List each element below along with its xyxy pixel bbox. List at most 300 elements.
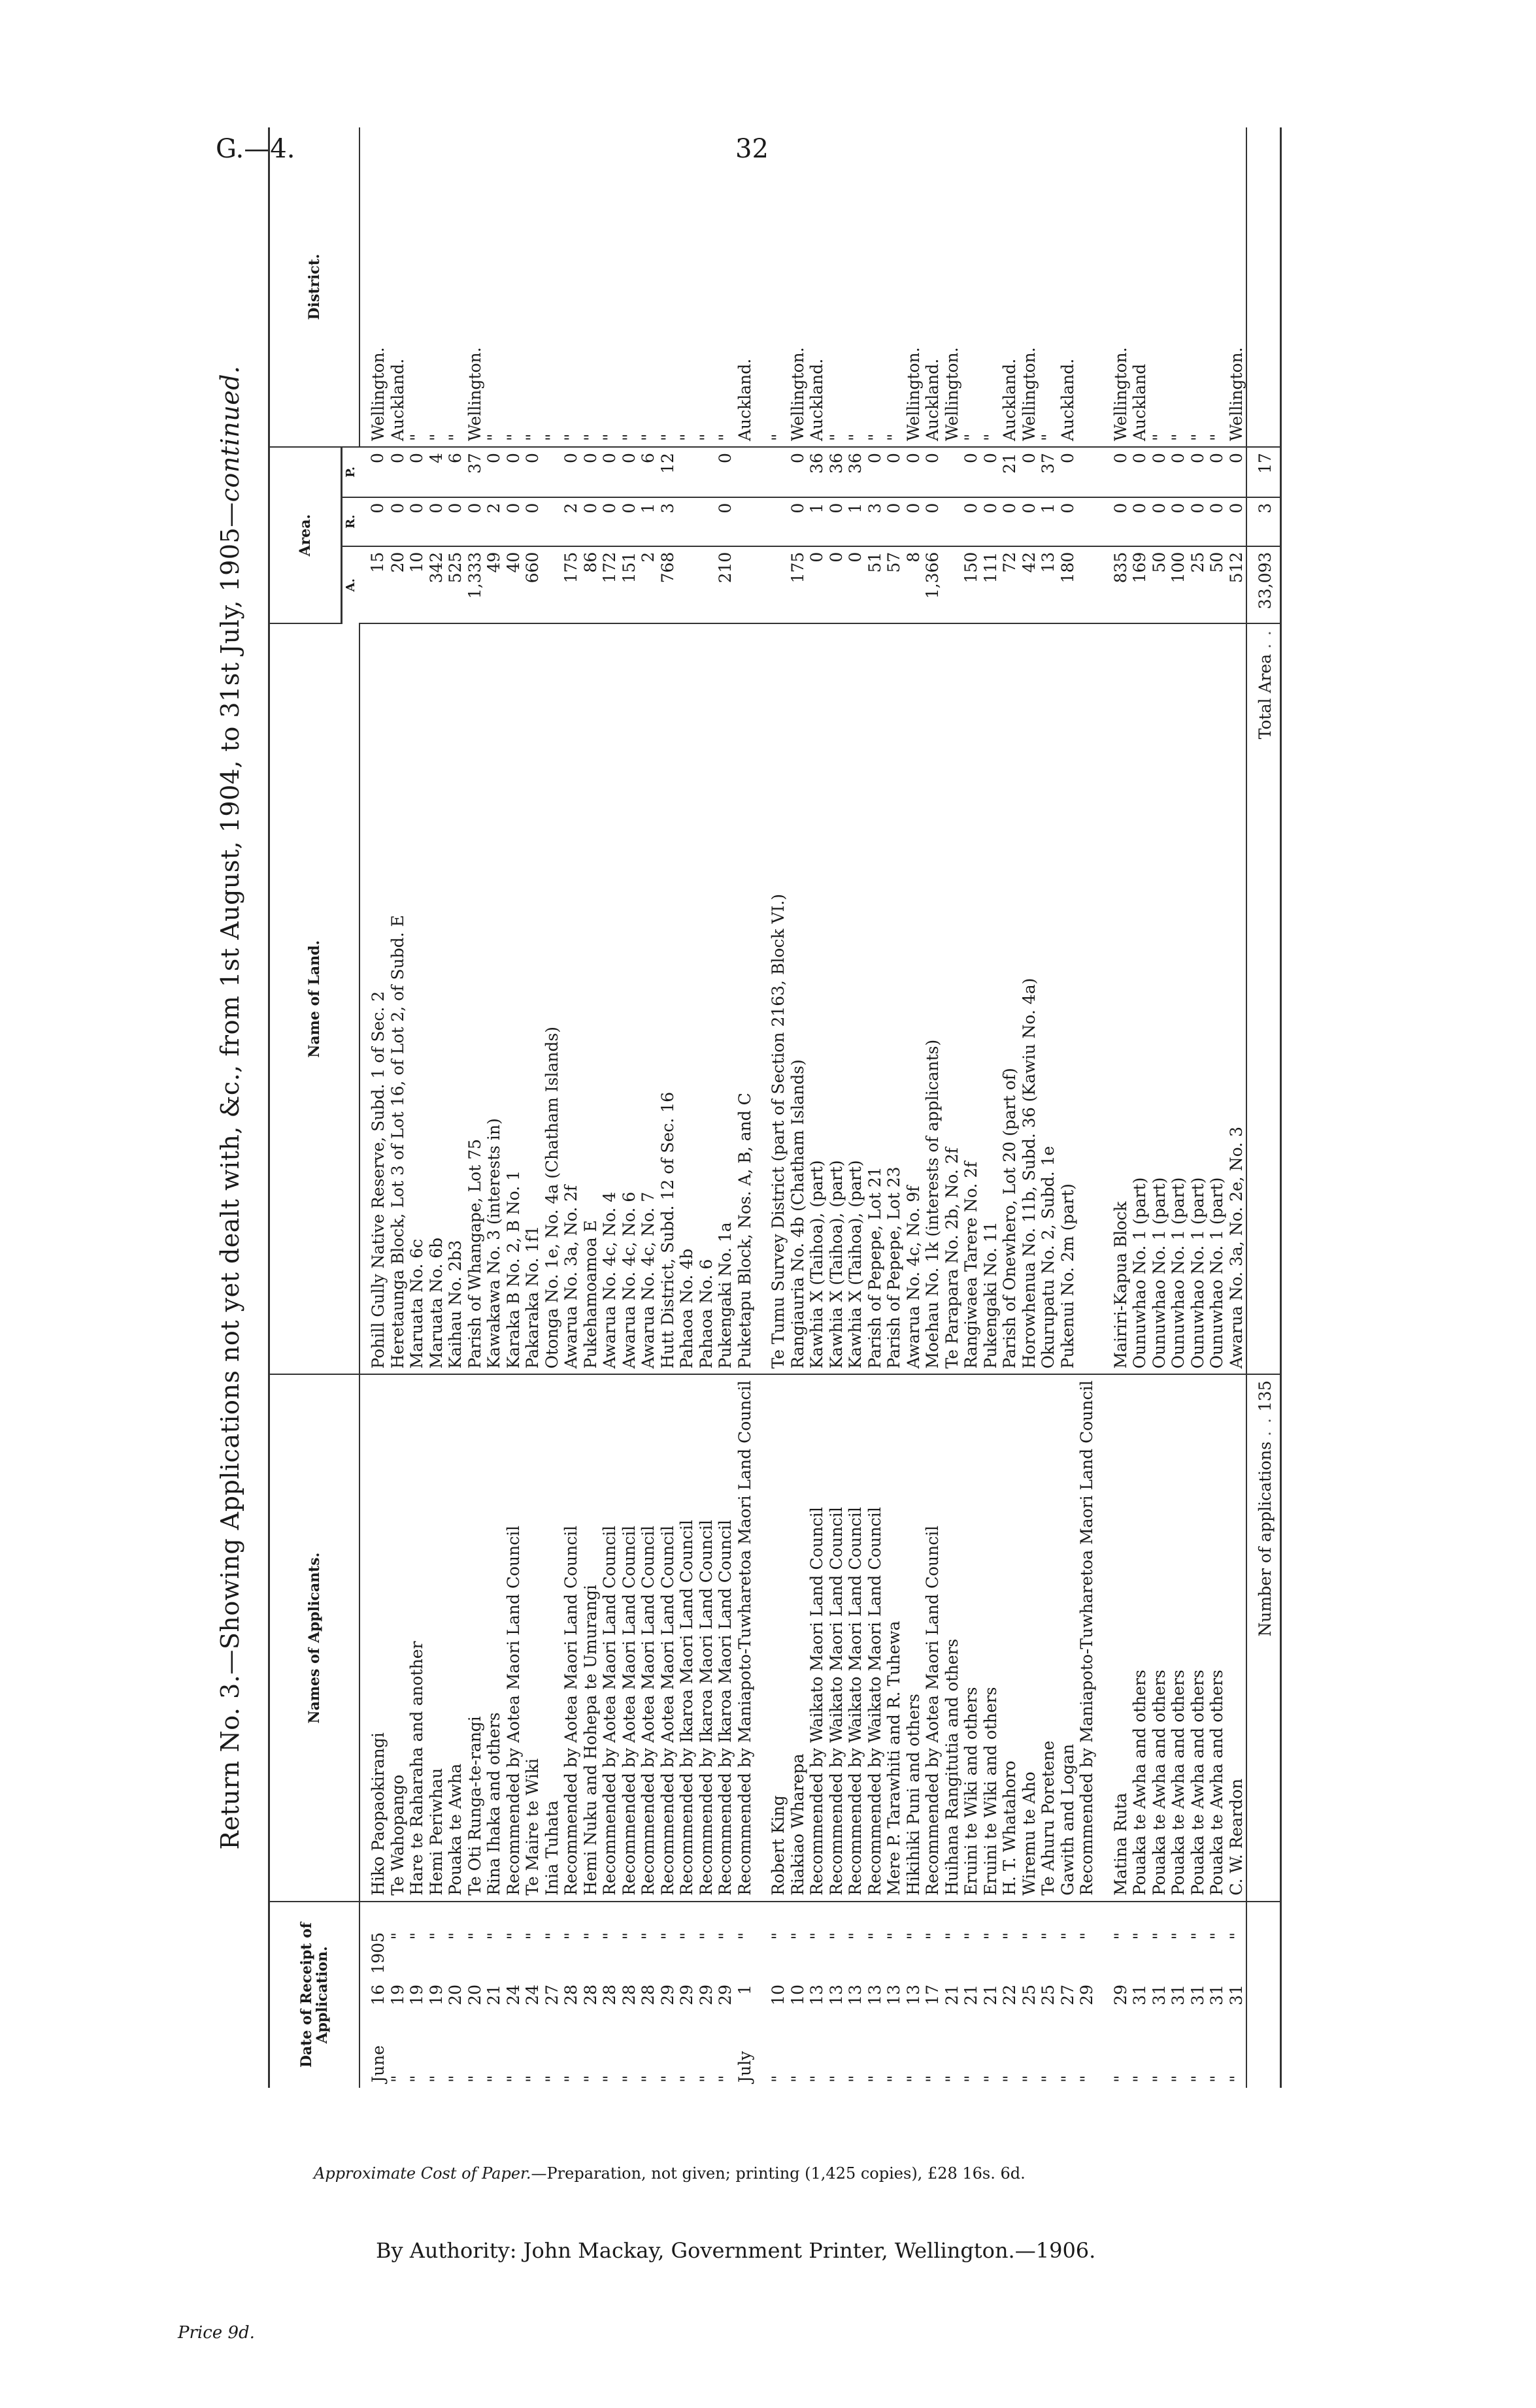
- acres-cell: 111: [981, 546, 1001, 623]
- date-cell: [884, 1902, 904, 2088]
- land-cell: Pukengaki No. 11: [981, 623, 1001, 1374]
- date-month: ": [600, 2075, 619, 2083]
- district-cell: ": [677, 127, 697, 447]
- date-day: 13: [903, 1985, 923, 2005]
- date-cell: [600, 1902, 620, 2088]
- table-title-continued: continued.: [216, 365, 244, 503]
- date-cell: [1020, 1902, 1039, 2088]
- date-day: 29: [1077, 1985, 1096, 2005]
- land-cell: Pukenui No. 2m (part): [1058, 623, 1078, 1374]
- roods-cell: 3: [658, 497, 678, 546]
- table-row: [1150, 127, 1169, 2088]
- district-cell: ": [639, 127, 658, 447]
- table-row: [788, 127, 808, 2088]
- date-cell: [561, 1902, 581, 2088]
- district-cell: ": [697, 127, 716, 447]
- land-cell: Parish of Onewhero, Lot 20 (part of): [1000, 623, 1020, 1374]
- date-year: ": [580, 1932, 600, 1940]
- applicant-cell: Recommended by Ikaroa Maori Land Council: [716, 1375, 735, 1902]
- table-row: [561, 127, 581, 2088]
- date-cell: [407, 1902, 427, 2088]
- date-day: 27: [542, 1985, 561, 2005]
- roods-cell: 0: [581, 497, 601, 546]
- date-year: 1905: [369, 1932, 388, 1974]
- authority-line: By Authority: John Mackay, Government Printer, Wellington.—1906.: [376, 2238, 1096, 2263]
- date-day: 28: [639, 1985, 658, 2005]
- roods-cell: 0: [716, 497, 735, 546]
- land-cell: Ounuwhao No. 1 (part): [1130, 623, 1150, 1374]
- table-row: [1000, 127, 1020, 2088]
- date-month: ": [658, 2075, 677, 2083]
- roods-cell: 0: [961, 497, 981, 546]
- district-cell: ": [1188, 127, 1208, 447]
- date-day: 20: [446, 1985, 465, 2005]
- district-cell: ": [484, 127, 504, 447]
- date-day: 17: [923, 1985, 942, 2005]
- land-cell: Maruata No. 6b: [427, 623, 446, 1374]
- header-land: Name of Land.: [269, 623, 360, 1374]
- date-cell: [581, 1902, 601, 2088]
- acres-cell: 86: [581, 546, 601, 623]
- table-row: [904, 127, 924, 2088]
- date-cell: [1207, 1902, 1227, 2088]
- district-cell: ": [846, 127, 865, 447]
- land-cell: Parish of Pepepe, Lot 23: [884, 623, 904, 1374]
- table-row: [504, 127, 524, 2088]
- land-cell: Awarua No. 4c, No. 6: [620, 623, 639, 1374]
- applications-total: 135: [1256, 1380, 1275, 1412]
- applicant-cell: Eruini te Wiki and others: [961, 1375, 981, 1902]
- date-month: ": [788, 2075, 807, 2083]
- date-day: 31: [1207, 1985, 1226, 2005]
- district-cell: ": [1039, 127, 1058, 447]
- date-month: ": [1226, 2075, 1246, 2083]
- date-cell: [1188, 1902, 1208, 2088]
- district-cell: ": [600, 127, 620, 447]
- applicant-cell: Recommended by Aotea Maori Land Council: [923, 1375, 943, 1902]
- roods-cell: 0: [1058, 497, 1078, 546]
- perches-cell: 0: [1058, 447, 1078, 497]
- applicant-cell: Pouaka te Awha and others: [1169, 1375, 1188, 1902]
- date-day: 22: [1000, 1985, 1019, 2005]
- applicant-cell: Recommended by Ikaroa Maori Land Council: [677, 1375, 697, 1902]
- acres-cell: 50: [1207, 546, 1227, 623]
- applications-table: [268, 127, 1282, 2088]
- roods-cell: 1: [1039, 497, 1058, 546]
- date-month: ": [388, 2075, 407, 2083]
- date-day: 24: [503, 1985, 523, 2005]
- date-day: 10: [788, 1985, 807, 2005]
- applicant-cell: Rina Ihaka and others: [484, 1375, 504, 1902]
- district-cell: ": [561, 127, 581, 447]
- date-month: ": [696, 2075, 716, 2083]
- land-cell: Awarua No. 4c, No. 9f: [904, 623, 924, 1374]
- district-cell: Auckland.: [735, 127, 755, 447]
- land-cell: Horowhenua No. 11b, Subd. 36 (Kawiu No. 4a): [1020, 623, 1039, 1374]
- date-year: ": [1149, 1932, 1169, 1940]
- date-year: ": [884, 1932, 903, 1940]
- table-row: [961, 127, 981, 2088]
- applicant-cell: Recommended by Waikato Maori Land Council: [827, 1375, 846, 1902]
- date-day: 28: [561, 1985, 580, 2005]
- table-row: [1020, 127, 1039, 2088]
- date-month: June: [369, 2045, 388, 2083]
- applicant-cell: Riakiao Wharepa: [788, 1375, 808, 1902]
- cost-note: [314, 2164, 1026, 2183]
- roods-cell: 3: [865, 497, 885, 546]
- applicant-cell: Hemi Periwhau: [427, 1375, 446, 1902]
- acres-cell: [543, 546, 562, 623]
- district-cell: Wellington.: [943, 127, 962, 447]
- district-cell: ": [446, 127, 465, 447]
- date-cell: [620, 1902, 639, 2088]
- table-row: [658, 127, 678, 2088]
- district-cell: Auckland: [1130, 127, 1150, 447]
- roods-cell: [697, 497, 716, 546]
- acres-cell: 8: [904, 546, 924, 623]
- total-area-label: Total Area . .: [1246, 623, 1280, 1374]
- date-year: ": [696, 1932, 716, 1940]
- acres-cell: 150: [961, 546, 981, 623]
- date-month: ": [561, 2075, 580, 2083]
- date-year: ": [903, 1932, 923, 1940]
- date-month: ": [1110, 2075, 1130, 2083]
- cost-note-text: —Preparation, not given; printing (1,425 copies), £28 16s. 6d.: [531, 2164, 1026, 2183]
- date-day: 13: [884, 1985, 903, 2005]
- land-cell: Awarua No. 4c, No. 7: [639, 623, 658, 1374]
- acres-cell: 51: [865, 546, 885, 623]
- date-year: ": [1188, 1932, 1207, 1940]
- date-day: 27: [1058, 1985, 1077, 2005]
- applicant-cell: Pouaka te Awha and others: [1130, 1375, 1150, 1902]
- date-year: ": [1226, 1932, 1246, 1940]
- date-month: ": [465, 2075, 484, 2083]
- applicant-cell: Recommended by Aotea Maori Land Council: [658, 1375, 678, 1902]
- land-cell: Pukehamoamoa E: [581, 623, 601, 1374]
- district-cell: Wellington.: [465, 127, 485, 447]
- acres-cell: 10: [407, 546, 427, 623]
- date-cell: [677, 1902, 697, 2088]
- applicant-cell: Gawith and Logan: [1058, 1375, 1078, 1902]
- applicant-cell: Recommended by Aotea Maori Land Council: [620, 1375, 639, 1902]
- applicant-cell: Pouaka te Awha and others: [1207, 1375, 1227, 1902]
- roods-cell: 0: [427, 497, 446, 546]
- date-year: ": [426, 1932, 446, 1940]
- table-row: [923, 127, 943, 2088]
- date-cell: [543, 1902, 562, 2088]
- date-cell: [1077, 1902, 1097, 2088]
- date-year: ": [446, 1932, 465, 1940]
- date-year: ": [639, 1932, 658, 1940]
- perches-cell: 0: [504, 447, 524, 497]
- acres-cell: [769, 546, 788, 623]
- land-cell: Ounuwhao No. 1 (part): [1169, 623, 1188, 1374]
- date-cell: [697, 1902, 716, 2088]
- date-day: 25: [1019, 1985, 1039, 2005]
- date-month: ": [426, 2075, 446, 2083]
- table-row: [1077, 127, 1097, 2088]
- acres-cell: [697, 546, 716, 623]
- perches-cell: [943, 447, 962, 497]
- land-cell: Pohill Gully Native Reserve, Subd. 1 of Sec. 2: [359, 623, 388, 1374]
- applicant-cell: Recommended by Aotea Maori Land Council: [561, 1375, 581, 1902]
- date-year: ": [388, 1932, 407, 1940]
- roods-cell: [735, 497, 755, 546]
- date-year: ": [542, 1932, 561, 1940]
- perches-cell: 0: [961, 447, 981, 497]
- table-row: [1058, 127, 1078, 2088]
- date-year: ": [465, 1932, 484, 1940]
- land-cell: Awarua No. 3a, No. 2f: [561, 623, 581, 1374]
- date-day: 24: [523, 1985, 542, 2005]
- date-month: ": [942, 2075, 961, 2083]
- date-year: ": [1169, 1932, 1188, 1940]
- date-month: July: [735, 2051, 754, 2083]
- roods-cell: 0: [1111, 497, 1131, 546]
- district-cell: Wellington.: [359, 127, 388, 447]
- date-cell: [961, 1902, 981, 2088]
- applicant-cell: Eruini te Wiki and others: [981, 1375, 1001, 1902]
- perches-cell: 0: [1130, 447, 1150, 497]
- date-day: 25: [1039, 1985, 1058, 2005]
- date-year: ": [716, 1932, 735, 1940]
- roods-cell: 0: [884, 497, 904, 546]
- land-cell: Te Tumu Survey District (part of Section 2163, Block VI.): [769, 623, 788, 1374]
- land-cell: Awarua No. 3a, No. 2e, No. 3: [1227, 623, 1247, 1374]
- table-row: [769, 127, 788, 2088]
- header-area: Area.: [269, 447, 342, 623]
- land-cell: Pukengaki No. 1a: [716, 623, 735, 1374]
- perches-cell: [769, 447, 788, 497]
- district-cell: Auckland.: [807, 127, 827, 447]
- table-row: [865, 127, 885, 2088]
- roods-cell: 0: [1150, 497, 1169, 546]
- perches-cell: 0: [884, 447, 904, 497]
- date-day: 19: [426, 1985, 446, 2005]
- table-row: [807, 127, 827, 2088]
- date-month: ": [484, 2075, 503, 2083]
- date-year: ": [484, 1932, 503, 1940]
- land-cell: Heretaunga Block, Lot 3 of Lot 16, of Lot 2, of Subd. E: [388, 623, 408, 1374]
- perches-cell: 36: [807, 447, 827, 497]
- date-cell: [658, 1902, 678, 2088]
- district-cell: ": [769, 127, 788, 447]
- district-cell: Wellington.: [788, 127, 808, 447]
- applicant-cell: Recommended by Waikato Maori Land Council: [865, 1375, 885, 1902]
- applicant-cell: Pouaka te Awha and others: [1188, 1375, 1208, 1902]
- perches-cell: 0: [788, 447, 808, 497]
- land-cell: Hutt District, Subd. 12 of Sec. 16: [658, 623, 678, 1374]
- roods-cell: 0: [1207, 497, 1227, 546]
- acres-cell: 0: [807, 546, 827, 623]
- date-month: ": [1077, 2075, 1096, 2083]
- table-row: [716, 127, 735, 2088]
- date-month: ": [677, 2075, 696, 2083]
- header-perches: P.: [342, 447, 360, 497]
- roods-cell: 0: [923, 497, 943, 546]
- applicant-cell: Hare te Raharaha and another: [407, 1375, 427, 1902]
- date-month: ": [716, 2075, 735, 2083]
- acres-cell: 525: [446, 546, 465, 623]
- date-day: 16: [369, 1985, 388, 2005]
- page-number: 32: [735, 134, 769, 164]
- date-day: 10: [769, 1985, 788, 2005]
- date-month: ": [639, 2075, 658, 2083]
- date-cell: [769, 1902, 788, 2088]
- date-cell: [1130, 1902, 1150, 2088]
- district-cell: ": [407, 127, 427, 447]
- land-cell: Ounuwhao No. 1 (part): [1207, 623, 1227, 1374]
- land-cell: Parish of Whangape, Lot 75: [465, 623, 485, 1374]
- acres-cell: 1,333: [465, 546, 485, 623]
- perches-cell: 36: [846, 447, 865, 497]
- roods-cell: 1: [639, 497, 658, 546]
- date-day: 31: [1226, 1985, 1246, 2005]
- land-cell: Moehau No. 1k (interests of applicants): [923, 623, 943, 1374]
- date-cell: [827, 1902, 846, 2088]
- table-row: [827, 127, 846, 2088]
- date-day: 21: [942, 1985, 961, 2005]
- perches-cell: [735, 447, 755, 497]
- table-row: [407, 127, 427, 2088]
- perches-cell: 0: [388, 447, 408, 497]
- perches-cell: 0: [561, 447, 581, 497]
- table-row: [1130, 127, 1150, 2088]
- date-month: ": [580, 2075, 600, 2083]
- perches-cell: 0: [1207, 447, 1227, 497]
- price: Price 9d.: [178, 2323, 255, 2343]
- date-cell: [807, 1902, 827, 2088]
- header-roods: R.: [342, 497, 360, 546]
- table-row: [1111, 127, 1131, 2088]
- land-cell: Pakaraka No. 1f1: [523, 623, 543, 1374]
- date-year: ": [1110, 1932, 1130, 1940]
- land-cell: Kaihau No. 2b3: [446, 623, 465, 1374]
- date-cell: [904, 1902, 924, 2088]
- table-row: [1039, 127, 1058, 2088]
- roods-cell: 0: [981, 497, 1001, 546]
- perches-cell: 37: [1039, 447, 1058, 497]
- district-cell: ": [1207, 127, 1227, 447]
- perches-cell: 0: [581, 447, 601, 497]
- date-cell: [865, 1902, 885, 2088]
- date-month: ": [523, 2075, 542, 2083]
- acres-cell: 49: [484, 546, 504, 623]
- date-month: ": [884, 2075, 903, 2083]
- applicant-cell: Pouaka te Awha and others: [1150, 1375, 1169, 1902]
- total-perches: 17: [1246, 447, 1280, 497]
- perches-cell: 0: [904, 447, 924, 497]
- land-cell: Kawhia X (Taihoa), (part): [846, 623, 865, 1374]
- district-cell: ": [427, 127, 446, 447]
- applicant-cell: Te Ahuru Poretene: [1039, 1375, 1058, 1902]
- roods-cell: 0: [523, 497, 543, 546]
- date-day: 19: [407, 1985, 426, 2005]
- perches-cell: 0: [620, 447, 639, 497]
- date-cell: [427, 1902, 446, 2088]
- date-month: ": [903, 2075, 923, 2083]
- applicant-cell: Recommended by Aotea Maori Land Council: [504, 1375, 524, 1902]
- date-month: ": [923, 2075, 942, 2083]
- applicant-cell: Pouaka te Awha: [446, 1375, 465, 1902]
- land-cell: Maruata No. 6c: [407, 623, 427, 1374]
- applicant-cell: Hemi Nuku and Hohepa te Umurangi: [581, 1375, 601, 1902]
- land-cell: Otonga No. 1e, No. 4a (Chatham Islands): [543, 623, 562, 1374]
- date-day: 13: [865, 1985, 884, 2005]
- perches-cell: [1077, 447, 1097, 497]
- acres-cell: 172: [600, 546, 620, 623]
- date-month: ": [1039, 2075, 1058, 2083]
- date-month: ": [826, 2075, 846, 2083]
- date-year: ": [561, 1932, 580, 1940]
- date-day: 31: [1130, 1985, 1149, 2005]
- table-row: [446, 127, 465, 2088]
- date-year: ": [980, 1932, 1000, 1940]
- perches-cell: 0: [1020, 447, 1039, 497]
- perches-cell: 0: [1169, 447, 1188, 497]
- applicant-cell: Hiko Paopaokirangi: [359, 1375, 388, 1902]
- date-day: 20: [465, 1985, 484, 2005]
- date-day: 13: [846, 1985, 865, 2005]
- district-cell: [1077, 127, 1097, 447]
- date-month: ": [1207, 2075, 1226, 2083]
- date-month: ": [1058, 2075, 1077, 2083]
- header-district: District.: [269, 127, 360, 447]
- date-year: ": [826, 1932, 846, 1940]
- date-day: 31: [1188, 1985, 1207, 2005]
- roods-cell: [543, 497, 562, 546]
- table-row: [581, 127, 601, 2088]
- district-cell: ": [543, 127, 562, 447]
- date-cell: [716, 1902, 735, 2088]
- table-row: [465, 127, 485, 2088]
- date-day: 13: [826, 1985, 846, 2005]
- date-cell: [446, 1902, 465, 2088]
- total-acres: 33,093: [1246, 546, 1280, 623]
- perches-cell: 0: [716, 447, 735, 497]
- header-date: Date of Receipt of Application.: [269, 1902, 360, 2088]
- roods-cell: [769, 497, 788, 546]
- date-day: 29: [677, 1985, 696, 2005]
- date-year: ": [1058, 1932, 1077, 1940]
- land-cell: Puketapu Block, Nos. A, B, and C: [735, 623, 755, 1374]
- table-title-text: Return No. 3.—Showing Applications not yet dealt with, &c., from 1st August, 1904, to 31st July, 1905—: [216, 502, 244, 1850]
- acres-cell: 1,366: [923, 546, 943, 623]
- land-cell: Rangiwaea Tarere No. 2f: [961, 623, 981, 1374]
- table-row: [981, 127, 1001, 2088]
- acres-cell: 57: [884, 546, 904, 623]
- acres-cell: 13: [1039, 546, 1058, 623]
- totals-row: [1246, 127, 1280, 2088]
- header-applicants: Names of Applicants.: [269, 1375, 360, 1902]
- date-cell: [1227, 1902, 1247, 2088]
- district-cell: Wellington.: [1111, 127, 1131, 447]
- applicant-cell: Mere P. Tarawhiti and R. Tuhewa: [884, 1375, 904, 1902]
- perches-cell: [697, 447, 716, 497]
- date-day: 28: [619, 1985, 639, 2005]
- date-month: ": [865, 2075, 884, 2083]
- acres-cell: 0: [827, 546, 846, 623]
- district-cell: ": [658, 127, 678, 447]
- date-cell: [504, 1902, 524, 2088]
- land-cell: Parish of Pepepe, Lot 21: [865, 623, 885, 1374]
- perches-cell: 37: [465, 447, 485, 497]
- land-cell: Rangiauria No. 4b (Chatham Islands): [788, 623, 808, 1374]
- date-month: ": [542, 2075, 561, 2083]
- date-cell: [1039, 1902, 1058, 2088]
- acres-cell: 15: [359, 546, 388, 623]
- date-year: ": [523, 1932, 542, 1940]
